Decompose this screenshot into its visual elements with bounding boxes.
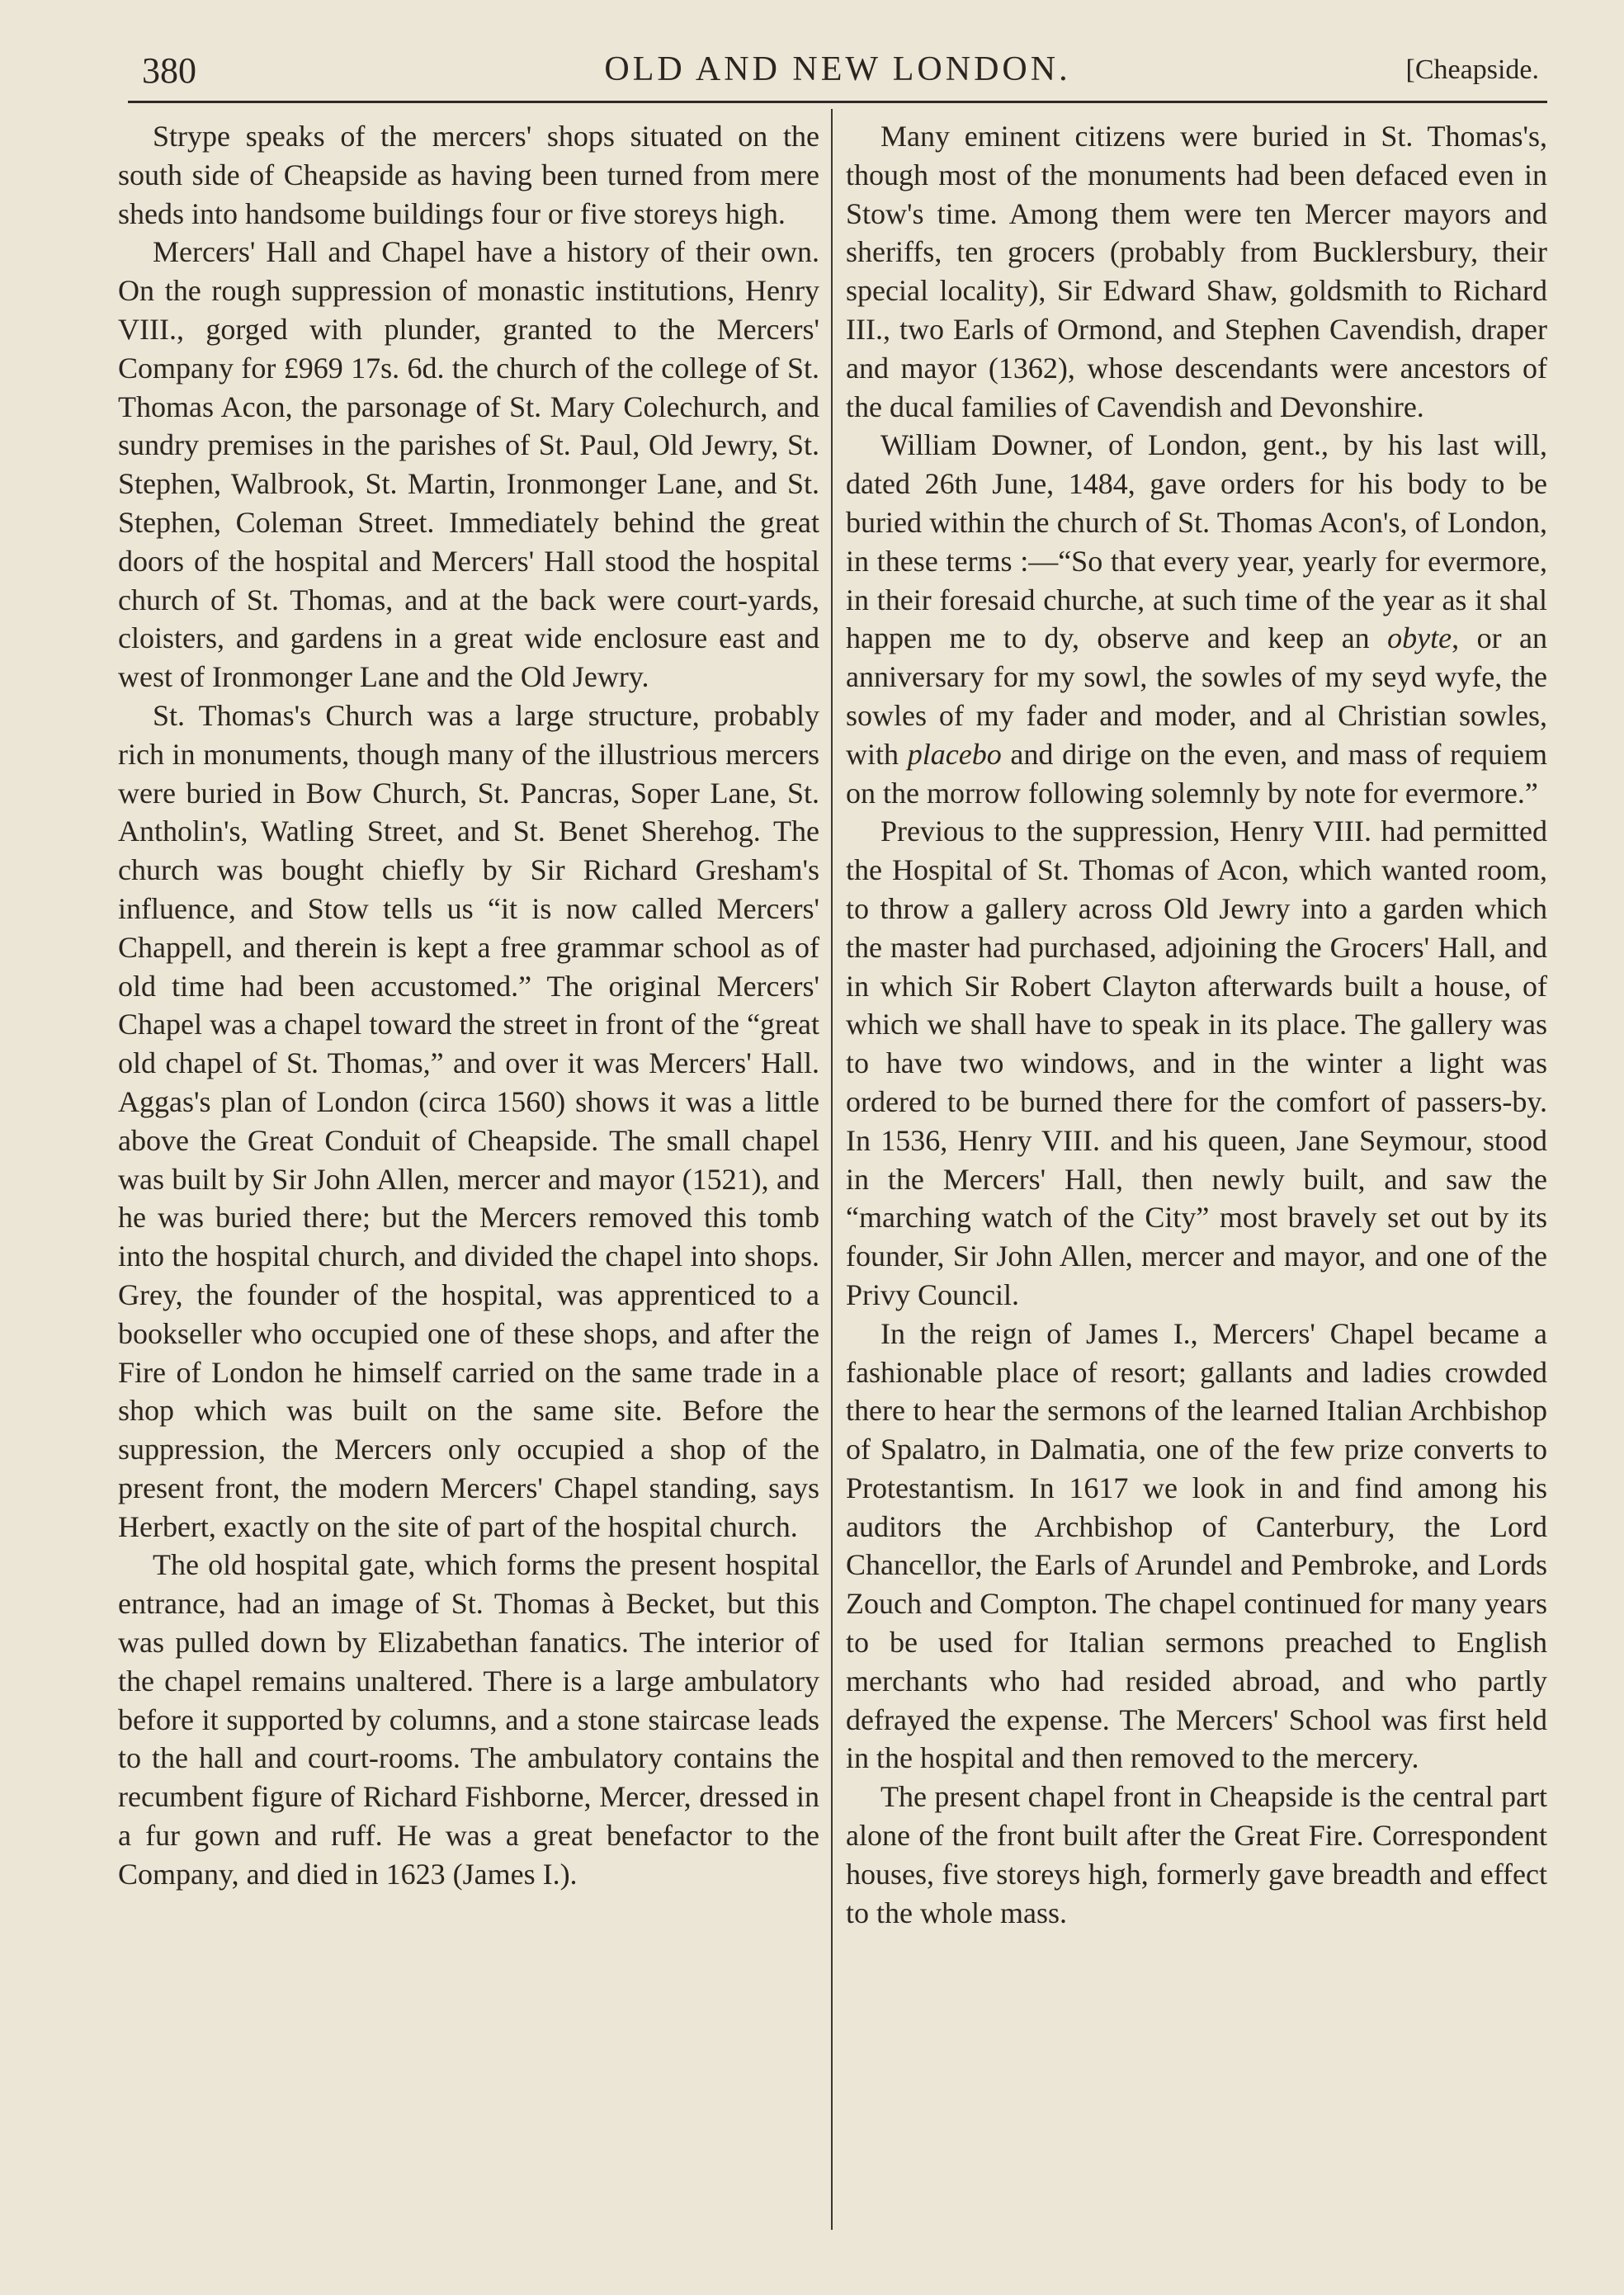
paragraph: In the reign of James I., Mercers' Chapel became a fashionable place of resort; gallants and ladies crowded there to hear the sermons of the learned Italian Archbishop of Spalatro, in Dalmatia, one of the few prize converts to Protestantism. In 1617 we look in and find among his auditors the Archbishop of Canterbury, the Lord Chancellor, the Earls of Arundel and Pembroke, and Lords Zouch and Compton. The chapel continued for many years to be used for Italian sermons preached to English merchants who had resided abroad, and who partly defrayed the expense. The Mercers' School was first held in the hospital and then removed to the mercery. xyxy=(846,1316,1547,1775)
paragraph: Many eminent citizens were buried in St. Thomas's, though most of the monuments had been defaced even in Stow's time. Among them were ten Mercer mayors and sheriffs, ten grocers (probably from Bucklersbury, their special locality), Sir Edward Shaw, goldsmith to Richard III., two Earls of Ormond, and Stephen Cavendish, draper and mayor (1362), whose descendants were ancestors of the ducal families of Cavendish and Devonshire. xyxy=(846,120,1547,423)
left-column xyxy=(118,117,819,1894)
paragraph-text: William Downer, of London, gent., by his last will, dated 26th June, 1484, gave orders for his body to be buried within the church of St. Thomas Acon's, of London, in these terms :—“So that every year, yearly for evermore, in their foresaid churche, at such time of the year as it shal happen me to dy, observe and keep an xyxy=(846,428,1547,655)
section-title: [Cheapside. xyxy=(1405,54,1539,85)
paragraph: Mercers' Hall and Chapel have a history of their own. On the rough suppression of monastic institutions, Henry VIII., gorged with plunder, granted to the Mercers' Company for £969 17s. 6d. the church of the college of St. Thomas Acon, the parsonage of St. Mary Colechurch, and sundry premises in the parishes of St. Paul, Old Jewry, St. Stephen, Walbrook, St. Martin, Ironmonger Lane, and St. Stephen, Coleman Street. Immediately behind the great doors of the hospital and Mercers' Hall stood the hospital church of St. Thomas, and at the back were court-yards, cloisters, and gardens in a great wide enclosure east and west of Ironmonger Lane and the Old Jewry. xyxy=(118,235,819,694)
paragraph: Previous to the suppression, Henry VIII. had permitted the Hospital of St. Thomas of Acon, which wanted room, to throw a gallery across Old Jewry into a garden which the master had purchased, adjoining the Grocers' Hall, and in which Sir Robert Clayton afterwards built a house, of which we shall have to speak in its place. The gallery was to have two windows, and in the winter a light was ordered to be burned there for the comfort of passers-by. In 1536, Henry VIII. and his queen, Jane Seymour, stood in the Mercers' Hall, then newly built, and saw the “marching watch of the City” most bravely set out by its founder, Sir John Allen, mercer and mayor, and one of the Privy Council. xyxy=(846,815,1547,1311)
paragraph: The old hospital gate, which forms the present hospital entrance, had an image of St. Thomas à Becket, but this was pulled down by Elizabethan fanatics. The interior of the chapel remains unaltered. There is a large ambulatory before it supported by columns, and a stone staircase leads to the hall and court-rooms. The ambulatory contains the recumbent figure of Richard Fishborne, Mercer, dressed in a fur gown and ruff. He was a great benefactor to the Company, and died in 1623 (James I.). xyxy=(118,1548,819,1891)
italic-word: placebo xyxy=(907,737,1002,771)
paragraph-text: , or an anniversary for my sowl, the sowles of my seyd wyfe, the sowles of my fader and moder, and al Christian sowles, with xyxy=(846,621,1547,771)
paragraph: Strype speaks of the mercers' shops situated on the south side of Cheapside as having been turned from mere sheds into handsome buildings four or five storeys high. xyxy=(118,120,819,230)
italic-word: obyte xyxy=(1387,621,1452,655)
column-divider xyxy=(831,109,833,2230)
paragraph: St. Thomas's Church was a large structure, probably rich in monuments, though many of the illustrious mercers were buried in Bow Church, St. Pancras, Soper Lane, St. Antholin's, Watling Street, and St. Benet Sherehog. The church was bought chiefly by Sir Richard Gresham's influence, and Stow tells us “it is now called Mercers' Chappell, and therein is kept a free grammar school as of old time had been accustomed.” The original Mercers' Chapel was a chapel toward the street in front of the “great old chapel of St. Thomas,” and over it was Mercers' Hall. Aggas's plan of London (circa 1560) shows it was a little above the Great Conduit of Cheapside. The small chapel was built by Sir John Allen, mercer and mayor (1521), and he was buried there; but the Mercers removed this tomb into the hospital church, and divided the chapel into shops. Grey, the founder of the hospital, was apprenticed to a bookseller who occupied one of these shops, and after the Fire of London he himself carried on the same trade in a shop which was built on the same site. Before the suppression, the Mercers only occupied a shop of the present front, the modern Mercers' Chapel standing, says Herbert, exactly on the site of part of the hospital church. xyxy=(118,698,819,1543)
book-title: OLD AND NEW LONDON. xyxy=(604,50,1071,88)
paragraph-text: and dirige on the even, and mass of requiem on the morrow following solemnly by note for evermore.” xyxy=(846,737,1547,810)
running-header xyxy=(128,43,1547,103)
right-column xyxy=(846,117,1547,1932)
page-number: 380 xyxy=(142,50,196,91)
paragraph: The present chapel front in Cheapside is the central part alone of the front built after the Great Fire. Correspondent houses, five storeys high, formerly gave breadth and effect to the whole mass. xyxy=(846,1780,1547,1929)
paragraph xyxy=(846,426,1547,812)
